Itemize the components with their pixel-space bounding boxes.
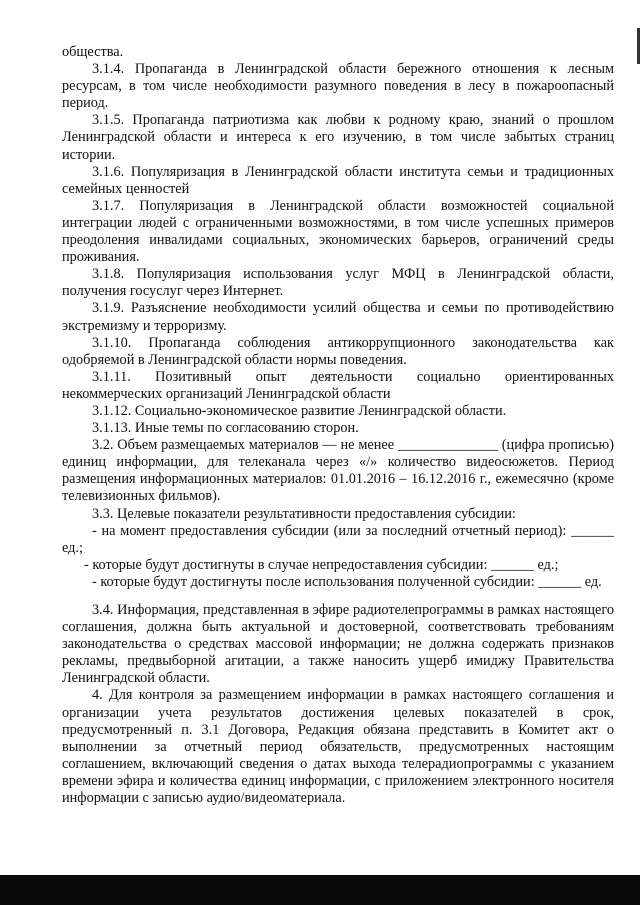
paragraph-3-1-6: 3.1.6. Популяризация в Ленинградской области института семьи и традиционных семейных ценностей	[62, 163, 614, 197]
document-page	[62, 44, 614, 807]
paragraph-3-1-7: 3.1.7. Популяризация в Ленинградской области возможностей социальной интеграции людей с ограниченными возможностями, в том числе успешных примеров преодоления инвалидами социальных, экономических барьеров, ограничений среды проживания.	[62, 197, 614, 266]
paragraph-3-1-12: 3.1.12. Социально-экономическое развитие Ленинградской области.	[92, 402, 507, 419]
paragraph-3-1-10: 3.1.10. Пропаганда соблюдения антикоррупционного законодательства как одобряемой в Ленинградской области нормы поведения.	[62, 334, 614, 368]
paragraph-3-1-13: 3.1.13. Иные темы по согласованию сторон.	[92, 420, 359, 437]
paragraph-3-1-11: 3.1.11. Позитивный опыт деятельности социально ориентированных некоммерческих организаций Ленинградской области	[62, 368, 614, 402]
indicator-after-subsidy: - которые будут достигнуты после использования полученной субсидии: ______ ед.	[92, 573, 602, 590]
scan-bottom-border	[0, 875, 640, 905]
paragraph-3-1-4: 3.1.4. Пропаганда в Ленинградской области бережного отношения к лесным ресурсам, в том числе необходимости разумного поведения в лесу в пожароопасный период.	[62, 61, 614, 112]
paragraph-3-1-5: 3.1.5. Пропаганда патриотизма как любви к родному краю, знаний о прошлом Ленинградской области и интереса к его изучению, в том числе забытых страниц истории.	[62, 112, 614, 163]
indicator-without-subsidy: - которые будут достигнуты в случае непредоставления субсидии: ______ ед.;	[84, 556, 559, 573]
paragraph-3-2: 3.2. Объем размещаемых материалов — не менее ______________ (цифра прописью) единиц информации, для телеканала через «/» количество видеосюжетов. Период размещения информационных материалов: 01.01.2016 – 16.12.2016 г., ежемесячно (кроме телевизионных фильмов).	[62, 437, 614, 505]
paragraph-gap	[62, 591, 614, 602]
paragraph-3-4: 3.4. Информация, представленная в эфире радиотелепрограммы в рамках настоящего соглашения, должна быть актуальной и достоверной, соответствовать требованиям законодательства о средствах массовой информации; не должна содержать признаков рекламы, предвыборной агитации, а также наносить ущерб имиджу Правительства Ленинградской области.	[62, 602, 614, 687]
paragraph-continuation: общества.	[62, 44, 124, 60]
indicator-current: - на момент предоставления субсидии (или за последний отчетный период): ______ ед.;	[62, 522, 614, 556]
paragraph-3-3: 3.3. Целевые показатели результативности предоставления субсидии:	[92, 505, 516, 522]
paragraph-4: 4. Для контроля за размещением информации в рамках настоящего соглашения и организации учета результатов достижения целевых показателей в срок, предусмотренный п. 3.1 Договора, Редакция обязана представить в Комитет акт о выполнении за отчетный период обязательств, предусмотренных настоящим соглашением, включающий сведения о датах выхода телерадиопрограммы с указанием времени эфира и количества единиц информации, с приложением электронного носителя информации с записью аудио/видеоматериала.	[62, 687, 614, 807]
paragraph-3-1-9: 3.1.9. Разъяснение необходимости усилий общества и семьи по противодействию экстремизму и терроризму.	[62, 300, 614, 334]
paragraph-3-1-8: 3.1.8. Популяризация использования услуг МФЦ в Ленинградской области, получения госуслуг через Интернет.	[62, 266, 614, 300]
